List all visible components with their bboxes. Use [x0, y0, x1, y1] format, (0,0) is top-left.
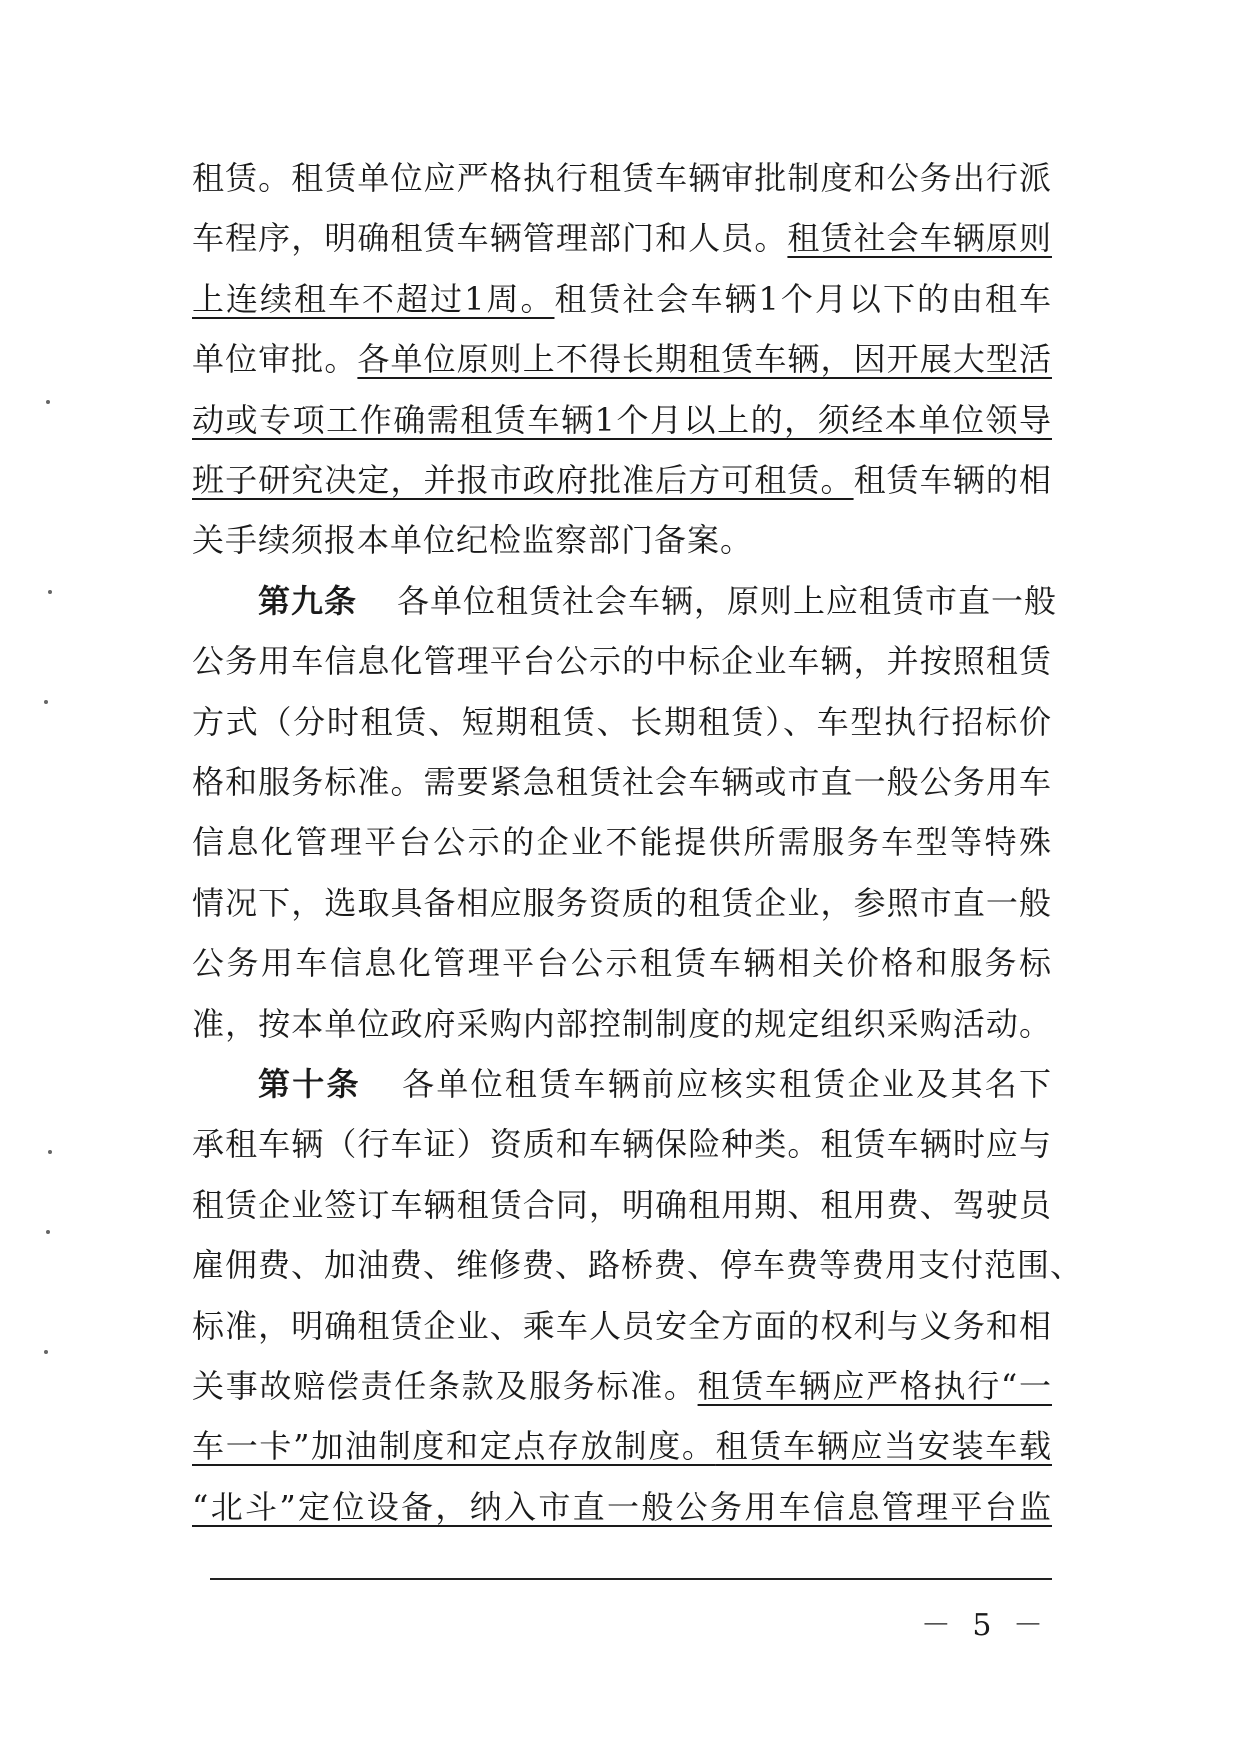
text-line	[192, 631, 1052, 691]
text-segment: 情况下，选取具备相应服务资质的租赁企业，参照市直一般	[192, 883, 1052, 922]
text-segment: 租赁企业签订车辆租赁合同，明确租用期、租用费、驾驶员	[192, 1185, 1052, 1224]
text-line	[192, 1477, 1052, 1537]
text-line	[192, 329, 1052, 389]
underlined-text: “北斗”定位设备，纳入市直一般公务用车信息管理平台监	[192, 1487, 1052, 1526]
text-line	[192, 1114, 1052, 1174]
scan-speck	[44, 700, 48, 704]
text-line	[192, 1356, 1052, 1416]
text-line	[192, 1416, 1052, 1476]
text-line	[192, 1175, 1052, 1235]
text-segment: 租赁车辆的相	[853, 461, 1052, 499]
scan-speck	[48, 1150, 52, 1154]
underlined-text: 租赁车辆应当安装车载	[715, 1427, 1052, 1466]
text-line	[192, 873, 1052, 933]
scan-speck	[48, 590, 52, 594]
underlined-text: 租赁社会车辆原则	[787, 219, 1052, 258]
text-segment: 信息化管理平台公示的企业不能提供所需服务车型等特殊	[192, 823, 1052, 862]
text-line	[192, 510, 1052, 570]
text-segment: 格和服务标准。需要紧急租赁社会车辆或市直一般公务用车	[192, 763, 1052, 801]
text-line	[192, 692, 1052, 752]
underlined-text: 上连续租车不超过1周。	[192, 279, 555, 318]
underlined-text: 动或专项工作确需租赁车辆1个月以上的，须经本单位领导	[192, 400, 1052, 439]
text-line	[192, 933, 1052, 993]
text-segment: 租赁。租赁单位应严格执行租赁车辆审批制度和公务出行派	[192, 159, 1052, 197]
text-segment: 方式（分时租赁、短期租赁、长期租赁）、车型执行招标价	[192, 702, 1052, 741]
scan-speck	[44, 1350, 48, 1354]
article-heading: 第九条	[258, 581, 358, 620]
text-segment: 公务用车信息化管理平台公示的中标企业车辆，并按照租赁	[192, 642, 1052, 681]
text-segment: 准，按本单位政府采购内部控制制度的规定组织采购活动。	[192, 1004, 1052, 1043]
text-segment: 标准，明确租赁企业、乘车人员安全方面的权利与义务和相	[192, 1306, 1052, 1345]
page-number: － 5 －	[920, 1608, 1049, 1643]
text-segment: 单位审批。	[192, 340, 358, 379]
scan-speck	[46, 400, 50, 404]
text-line	[258, 1054, 1052, 1114]
text-line	[192, 208, 1052, 268]
text-segment: 关事故赔偿责任条款及服务标准。	[192, 1367, 698, 1405]
text-line	[192, 752, 1052, 812]
underlined-text: 租赁车辆应严格执行“一	[697, 1367, 1052, 1405]
text-line	[192, 148, 1052, 208]
text-line	[192, 994, 1052, 1054]
text-line	[192, 269, 1052, 329]
text-line	[192, 1296, 1052, 1356]
text-segment: 车程序，明确租赁车辆管理部门和人员。	[192, 219, 788, 258]
underlined-text: 各单位原则上不得长期租赁车辆，因开展大型活	[357, 340, 1052, 379]
text-segment: 租赁社会车辆1个月以下的由租车	[554, 279, 1052, 318]
text-line	[192, 812, 1052, 872]
text-line	[192, 1235, 1084, 1295]
text-line	[192, 450, 1052, 510]
text-segment: 各单位租赁社会车辆，原则上应租赁市直一般	[397, 581, 1058, 620]
text-segment: 公务用车信息化管理平台公示租赁车辆相关价格和服务标	[192, 944, 1052, 983]
scan-speck	[46, 1230, 50, 1234]
text-segment: 关手续须报本单位纪检监察部门备案。	[192, 521, 754, 560]
text-line	[192, 390, 1052, 450]
text-segment: 雇佣费、加油费、维修费、路桥费、停车费等费用支付范围、	[192, 1246, 1084, 1285]
text-segment: 各单位租赁车辆前应核实租赁企业及其名下	[400, 1065, 1052, 1103]
text-line	[258, 571, 1058, 631]
underline-mark	[210, 1578, 1052, 1580]
text-segment: 承租车辆（行车证）资质和车辆保险种类。租赁车辆时应与	[192, 1125, 1052, 1164]
underlined-text: 车一卡”加油制度和定点存放制度。	[192, 1427, 716, 1466]
article-heading: 第十条	[258, 1065, 361, 1103]
underlined-text: 班子研究决定，并报市政府批准后方可租赁。	[192, 461, 854, 499]
